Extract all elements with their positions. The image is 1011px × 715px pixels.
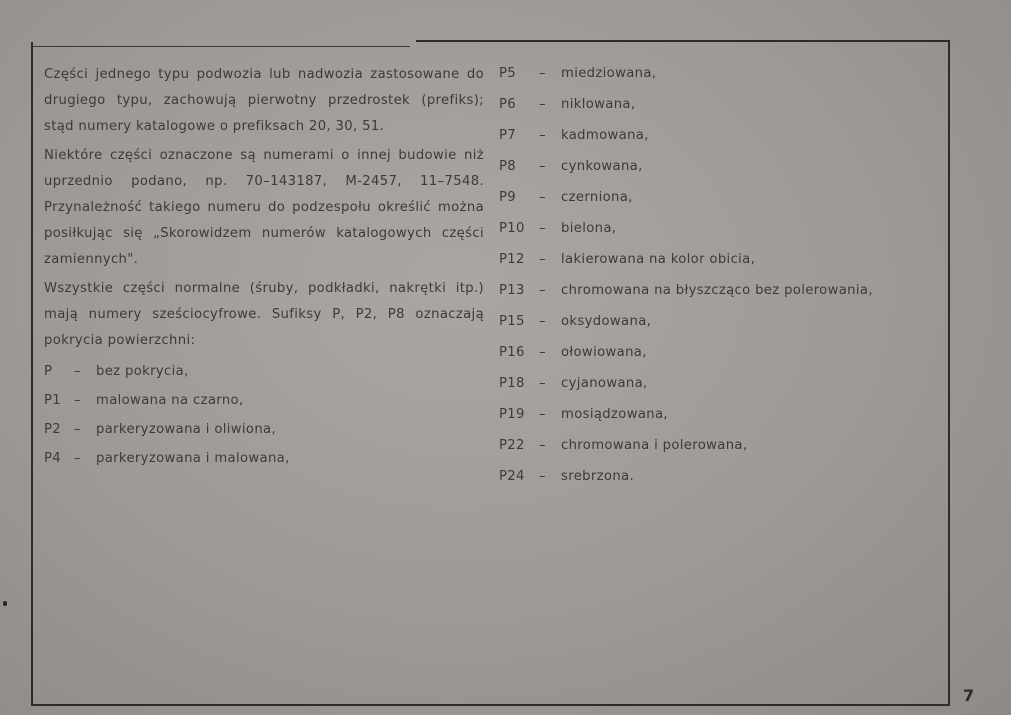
dash: – — [539, 283, 546, 298]
ink-speck — [3, 601, 7, 606]
suffix-item — [499, 120, 939, 151]
suffix-code: P19 — [499, 407, 525, 422]
dash: – — [539, 345, 546, 360]
dash: – — [539, 438, 546, 453]
dash: – — [539, 159, 546, 174]
suffix-item — [44, 444, 484, 473]
suffix-desc: chromowana na błyszcząco bez polerowania, — [561, 283, 873, 298]
dash: – — [539, 252, 546, 267]
suffix-item — [499, 399, 939, 430]
suffix-item — [499, 244, 939, 275]
suffix-desc: czerniona, — [561, 190, 633, 205]
suffix-desc: bez pokrycia, — [96, 364, 189, 379]
suffix-desc: lakierowana na kolor obicia, — [561, 252, 756, 267]
suffix-item — [499, 275, 939, 306]
suffix-desc: srebrzona. — [561, 469, 635, 484]
suffix-item — [499, 461, 939, 492]
suffix-desc: niklowana, — [561, 97, 636, 112]
suffix-desc: bielona, — [561, 221, 617, 236]
suffix-item — [499, 58, 939, 89]
suffix-item — [499, 213, 939, 244]
suffix-item — [44, 386, 484, 415]
page-number: 7 — [963, 686, 975, 705]
suffix-code: P15 — [499, 314, 525, 329]
dash: – — [539, 407, 546, 422]
suffix-item — [499, 182, 939, 213]
suffix-code: P5 — [499, 66, 517, 81]
suffix-desc: kadmowana, — [561, 128, 649, 143]
suffix-list-right — [499, 58, 939, 492]
suffix-code: P — [44, 364, 53, 379]
dash: – — [539, 469, 546, 484]
suffix-list-left — [44, 357, 484, 473]
suffix-code: P10 — [499, 221, 525, 236]
suffix-desc: oksydowana, — [561, 314, 652, 329]
dash: – — [74, 422, 81, 437]
suffix-code: P12 — [499, 252, 525, 267]
suffix-code: P7 — [499, 128, 517, 143]
dash: – — [74, 393, 81, 408]
right-column — [499, 58, 939, 492]
suffix-code: P22 — [499, 438, 525, 453]
suffix-code: P6 — [499, 97, 517, 112]
dash: – — [539, 97, 546, 112]
dash: – — [539, 314, 546, 329]
suffix-code: P2 — [44, 422, 62, 437]
suffix-desc: mosiądzowana, — [561, 407, 668, 422]
suffix-item — [499, 151, 939, 182]
suffix-desc: miedziowana, — [561, 66, 657, 81]
suffix-code: P24 — [499, 469, 525, 484]
suffix-item — [499, 368, 939, 399]
suffix-item — [499, 337, 939, 368]
suffix-desc: cyjanowana, — [561, 376, 648, 391]
dash: – — [74, 364, 81, 379]
suffix-desc: cynkowana, — [561, 159, 643, 174]
suffix-item — [44, 357, 484, 386]
suffix-desc: chromowana i polerowana, — [561, 438, 748, 453]
suffix-code: P8 — [499, 159, 517, 174]
suffix-code: P16 — [499, 345, 525, 360]
suffix-desc: ołowiowana, — [561, 345, 647, 360]
suffix-item — [44, 415, 484, 444]
dash: – — [539, 66, 546, 81]
suffix-desc: parkeryzowana i oliwiona, — [96, 422, 277, 437]
paragraph-prefix-rule: Części jednego typu podwozia lub nadwozia zastosowane do drugiego typu, zachowują pierwotny przedrostek (prefiks); stąd numery katalogowe o prefiksach 20, 30, 51. — [44, 67, 484, 134]
suffix-item — [499, 430, 939, 461]
paragraph-other-numbers: Niektóre części oznaczone są numerami o innej budowie niż uprzednio podano, np. 70–143187, M-2457, 11–7548. Przynależność takiego numeru do podzespołu określić można posiłkując się „Skorowidzem numerów katalogowych części zamiennych". — [44, 148, 484, 267]
suffix-code: P9 — [499, 190, 517, 205]
suffix-item — [499, 89, 939, 120]
suffix-code: P18 — [499, 376, 525, 391]
suffix-desc: parkeryzowana i malowana, — [96, 451, 290, 466]
suffix-desc: malowana na czarno, — [96, 393, 244, 408]
paragraph-suffixes-intro: Wszystkie części normalne (śruby, podkładki, nakrętki itp.) mają numery sześciocyfrowe. Sufiksy P, P2, P8 oznaczają pokrycia powierzchni: — [44, 281, 484, 348]
dash: – — [539, 221, 546, 236]
dash: – — [539, 190, 546, 205]
dash: – — [74, 451, 81, 466]
left-column — [44, 62, 484, 473]
suffix-code: P13 — [499, 283, 525, 298]
dash: – — [539, 376, 546, 391]
suffix-code: P4 — [44, 451, 62, 466]
suffix-code: P1 — [44, 393, 62, 408]
dash: – — [539, 128, 546, 143]
suffix-item — [499, 306, 939, 337]
